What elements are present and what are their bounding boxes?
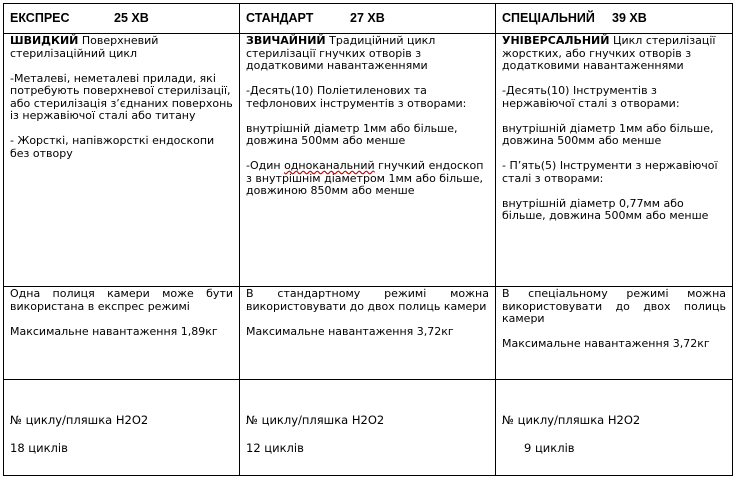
express-cycle-name: ШВИДКИЙ [10,34,79,47]
express-count-label: № циклу/пляшка H2O2 [10,413,149,427]
header-express-time: 25 ХВ [114,11,149,25]
express-cycle-desc: Поверхневий стерилізаційний цикл [10,34,159,60]
header-standard-time: 27 ХВ [350,11,385,25]
special-item-1: -Десять(10) Інструментів з нержавіючої сталі з отворами: [502,84,680,110]
express-count-value: 18 циклів [10,441,68,455]
description-row [4,34,733,287]
header-standard [240,4,496,34]
load-express [4,287,240,380]
header-row [4,4,733,34]
special-count-label: № циклу/пляшка H2O2 [502,413,641,427]
cycle-count-row [4,380,733,476]
standard-cycle-intro [246,35,489,73]
header-express-title: ЕКСПРЕС [10,11,70,25]
count-standard [240,380,496,476]
express-item-2: - Жорсткі, напівжорсткі ендоскопи без отвору [10,134,215,160]
special-cycle-name: УНІВЕРСАЛЬНИЙ [502,34,610,47]
desc-express [4,34,240,287]
standard-count-label: № циклу/пляшка H2O2 [246,413,385,427]
standard-item-2-start: -Один [246,159,285,172]
load-special [496,287,733,380]
standard-item-2-end: гнучкий ендоскоп з внутрішнім діаметром 1мм або більше, довжиною 850мм або менше [246,159,484,197]
special-item-1-detail: внутрішній діаметр 1мм або більше, довжина 500мм або менше [502,121,714,147]
standard-cycle-name: ЗВИЧАЙНИЙ [246,34,326,47]
header-standard-title: СТАНДАРТ [246,11,314,25]
special-item-2: - П’ять(5) Інструменти з нержавіючої сталі з отворами: [502,159,718,185]
standard-load-text: В стандартному режимі можна використовувати до двох полиць камери [246,287,489,313]
special-cycle-intro [502,35,726,73]
standard-max-load: Максимальне навантаження 3,72кг [246,324,454,338]
express-item-1: -Металеві, неметалеві прилади, які потребують поверхневої стерилізації, або стерилізація з’єднаних поверхонь із нержавіючої сталі або титану [10,71,233,122]
load-standard [240,287,496,380]
special-cycle-desc: Цикл стерилізації жорстких, або гнучких отворів з додатковими навантаженнями [502,34,716,72]
standard-cycle-desc: Традиційний цикл стерилізації гнучких отворів з додатковими навантаженнями [246,34,436,72]
header-express [4,4,240,34]
standard-item-2-underlined: одноканальний [284,159,375,172]
special-item-2-detail: внутрішній діаметр 0,77мм або більше, довжина 500мм або менше [502,196,709,222]
standard-item-2 [246,160,489,198]
desc-standard [240,34,496,287]
header-special-title: СПЕЦІАЛЬНИЙ [502,11,595,25]
special-count-value: 9 циклів [524,441,575,455]
header-special-time: 39 ХВ [612,11,647,25]
special-load-text: В спеціальному режимі можна використовувати до двох полиць камери [502,287,726,325]
express-cycle-intro [10,35,233,60]
sterilization-cycles-table [3,3,733,476]
load-row [4,287,733,380]
count-special [496,380,733,476]
count-express [4,380,240,476]
express-max-load: Максимальне навантаження 1,89кг [10,324,218,338]
standard-count-value: 12 циклів [246,441,304,455]
standard-item-1-detail: внутрішній діаметр 1мм або більше, довжина 500мм або менше [246,121,458,147]
express-load-text: Одна полиця камери може бути використана в експрес режимі [10,287,233,313]
standard-item-1: -Десять(10) Поліетиленових та тефлонових інструментів з отворами: [246,84,467,110]
desc-special [496,34,733,287]
special-max-load: Максимальне навантаження 3,72кг [502,337,710,350]
header-special [496,4,733,34]
